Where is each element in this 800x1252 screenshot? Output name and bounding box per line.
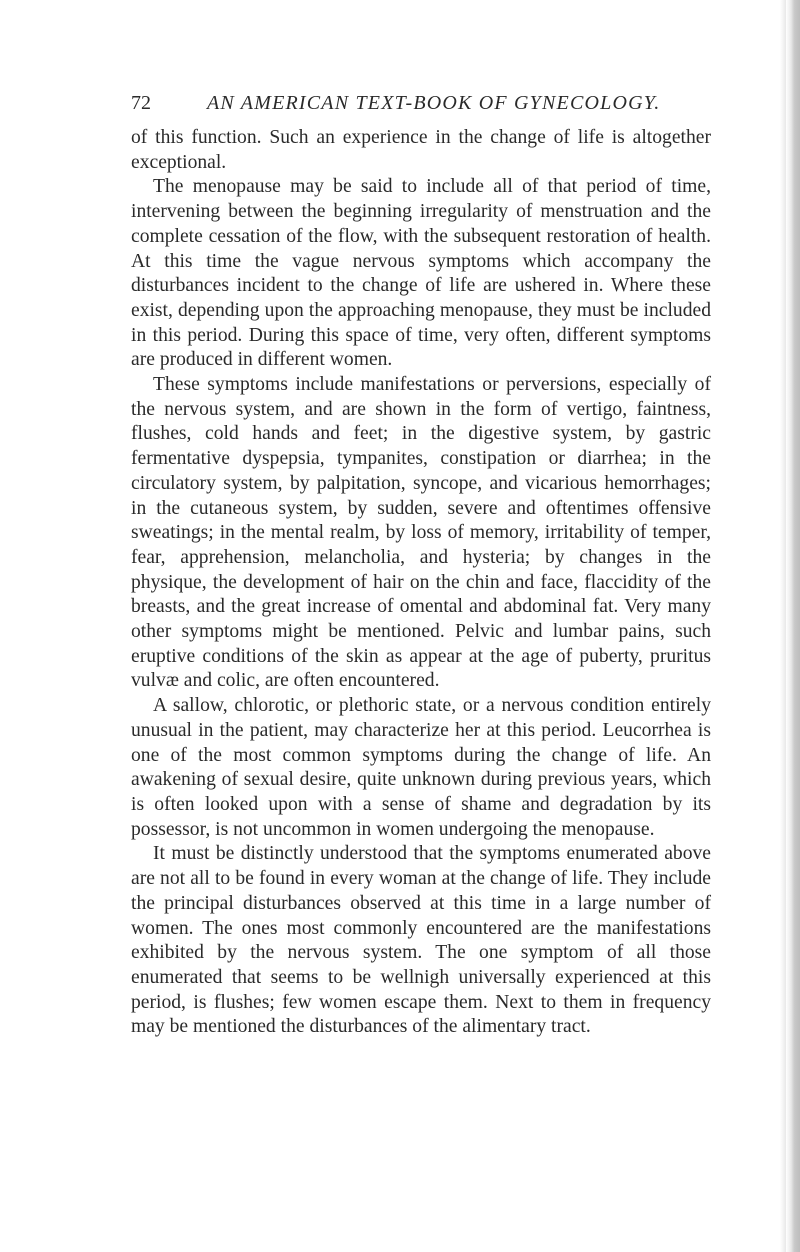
paragraph-menopause-definition: The menopause may be said to include all of that period of time, intervening between the beginning irregularity of menstruation and the complete cessation of the flow, with the subsequent restoration of health. At this time the vague nervous symptoms which accompany the disturbances incident to the change of life are ushered in. Where these exist, depending upon the approaching menopause, they must be included in this period. During this space of time, very often, different symptoms are produced in different women. [131,176,711,371]
paragraph-continued: of this function. Such an experience in the change of life is altogether exceptional. [131,127,711,173]
body-text [131,126,711,1040]
running-title: AN AMERICAN TEXT-BOOK OF GYNECOLOGY. [207,92,661,114]
page-header [131,92,711,120]
page-number: 72 [131,92,151,114]
paragraph-symptoms-list: These symptoms include manifestations or perversions, especially of the nervous system, and are shown in the form of vertigo, faintness, flushes, cold hands and feet; in the digestive system, by gastric fermentative dyspepsia, tympanites, constipation or diarrhea; in the circulatory system, by palpitation, syncope, and vicarious hemorrhages; in the cutaneous system, by sudden, severe and oftentimes offensive sweatings; in the mental realm, by loss of memory, irritability of temper, fear, apprehension, melancholia, and hysteria; by changes in the physique, the development of hair on the chin and face, flaccidity of the breasts, and the great increase of omental and abdominal fat. Very many other symptoms might be mentioned. Pelvic and lumbar pains, such eruptive conditions of the skin as appear at the age of puberty, pruritus vulvæ and colic, are often encountered. [131,374,711,692]
paragraph-sallow-state: A sallow, chlorotic, or plethoric state, or a nervous condition entirely unusual in the patient, may characterize her at this period. Leucorrhea is one of the most common symptoms during the change of life. An awakening of sexual desire, quite unknown during previous years, which is often looked upon with a sense of shame and degradation by its possessor, is not uncommon in women undergoing the menopause. [131,695,711,840]
page-edge [786,0,800,1252]
paragraph-distinctly-understood: It must be distinctly understood that the symptoms enumerated above are not all to be found in every woman at the change of life. They include the principal disturbances observed at this time in a large number of women. The ones most commonly encountered are the manifestations exhibited by the nervous system. The one symptom of all those enumerated that seems to be wellnigh universally experienced at this period, is flushes; few women escape them. Next to them in frequency may be mentioned the disturbances of the alimentary tract. [131,843,711,1038]
